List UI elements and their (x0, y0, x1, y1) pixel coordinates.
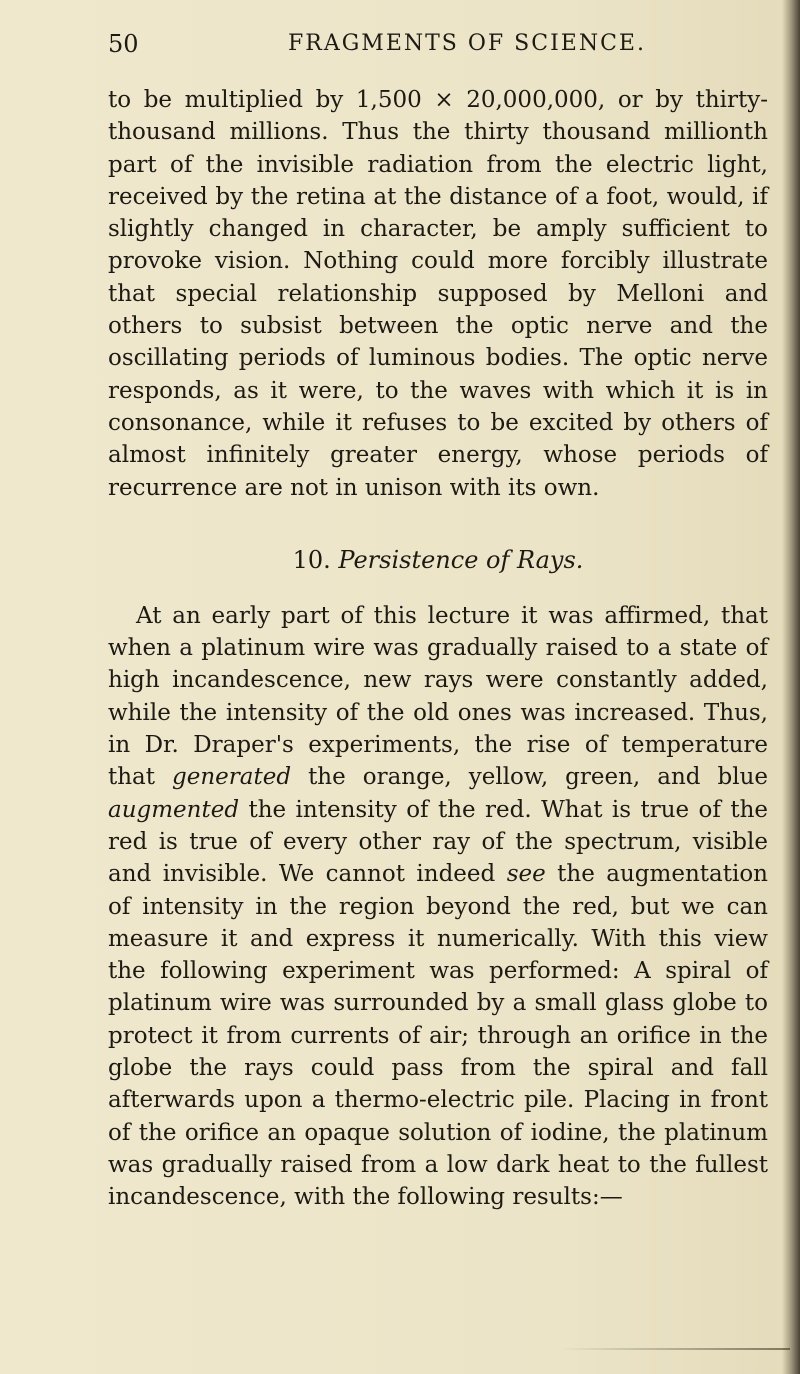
paragraph-text-part2: the orange, yellow, green, and blue (291, 764, 768, 791)
paragraph-text-part4: the augmentation of intensity in the region beyond the red, but we can measure it and express it numerically. With this view the following experiment was performed: A spiral of platinum wire was surrounded by a small glass globe to protect it from currents of air; through an orifice in the globe the rays could pass from the spiral and fall afterwards upon a thermo-electric pile. Placing in front of the orifice an opaque solution of iodine, the platinum was gradually raised from a low dark heat to the fullest incandescence, with the following results:— (108, 861, 768, 1211)
page-header (108, 28, 768, 68)
paragraph-text-part3: the intensity of the red. What is true of the red is true of every other ray of the spectrum, visible and invisible. We cannot indeed (108, 796, 768, 888)
emphasis-see: see (506, 861, 546, 888)
paragraph-continued: to be multiplied by 1,500 × 20,000,000, or by thirty-thousand millions. Thus the thirty thousand millionth part of the invisible radiation from the electric light, received by the retina at the distance of a foot, would, if slightly changed in character, be amply sufficient to provoke vision. Nothing could more forcibly illustrate that special relationship supposed by Melloni and others to subsist between the optic nerve and the oscillating periods of luminous bodies. The optic nerve responds, as it were, to the waves with which it is in consonance, while it refuses to be excited by others of almost infinitely greater energy, whose periods of recurrence are not in unison with its own. (108, 87, 768, 501)
page-number: 50 (108, 30, 139, 58)
emphasis-augmented: augmented (108, 796, 240, 823)
section-number: 10. (292, 545, 331, 574)
emphasis-generated: generated (172, 764, 292, 791)
body-text (108, 84, 768, 1214)
section-title: Persistence of Rays. (338, 545, 584, 574)
paragraph-text-part1: At an early part of this lecture it was affirmed, that when a platinum wire was gradually raised to a state of high incandescence, new rays were constantly added, while the intensity of the old ones was increased. Thus, in Dr. Draper's experiments, the rise of temperature that (108, 602, 768, 791)
paragraph-persistence (108, 600, 768, 1214)
section-heading (108, 544, 768, 576)
page-edge-shadow (782, 0, 800, 1374)
page-bottom-edge (560, 1348, 790, 1350)
running-head: FRAGMENTS OF SCIENCE. (288, 31, 646, 56)
